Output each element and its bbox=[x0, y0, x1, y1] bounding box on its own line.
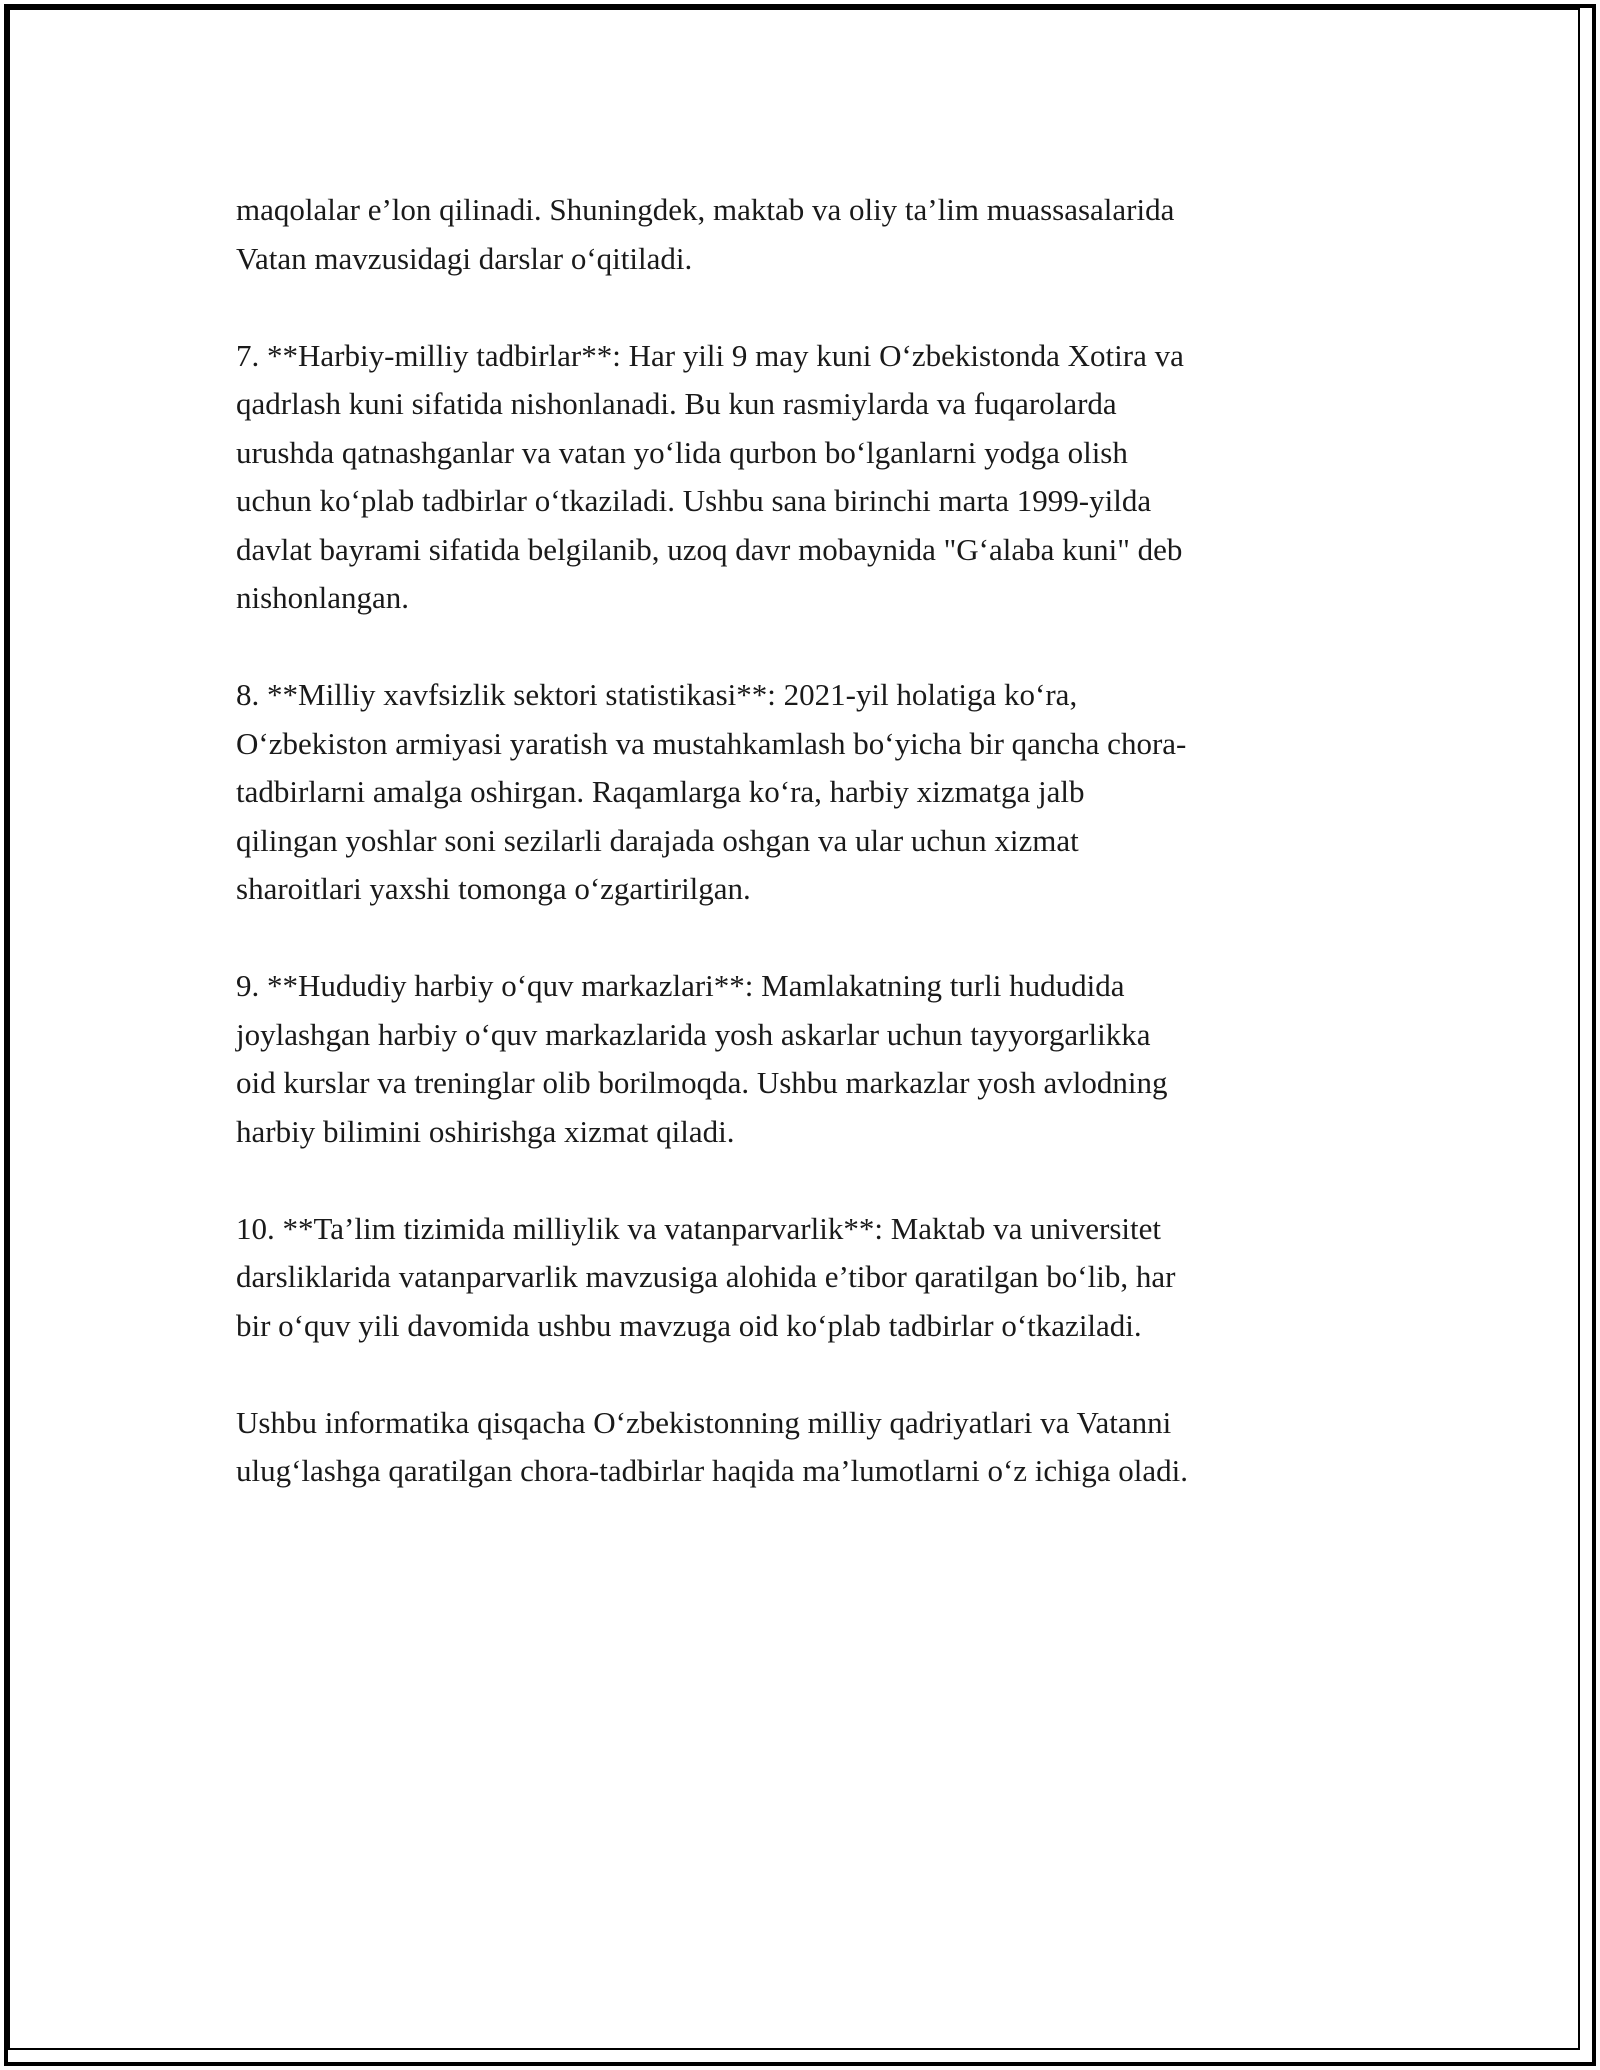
document-body bbox=[236, 186, 1386, 1544]
paragraph-item-7: 7. **Harbiy-milliy tadbirlar**: Har yili 9 may kuni O‘zbekistonda Xotira va qadrlash kuni sifatida nishonlanadi. Bu kun rasmiylarda va fuqarolarda urushda qatnashganlar va vatan yo‘lida qurbon bo‘lganlarni yodga olish uchun ko‘plab tadbirlar o‘tkaziladi. Ushbu sana birinchi marta 1999-yilda davlat bayrami sifatida belgilanib, uzoq davr mobaynida "G‘alaba kuni" deb nishonlangan. bbox=[236, 337, 1184, 615]
paragraph-item-9: 9. **Hududiy harbiy o‘quv markazlari**: Mamlakatning turli hududida joylashgan harbiy o‘quv markazlarida yosh askarlar uchun tayyorgarlikka oid kurslar va treninglar olib borilmoqda. Ushbu markazlar yosh avlodning harbiy bilimini oshirishga xizmat qiladi. bbox=[236, 968, 1168, 1149]
paragraph-intro-continuation: maqolalar e’lon qilinadi. Shuningdek, maktab va oliy ta’lim muassasalarida Vatan mavzusidagi darslar o‘qitiladi. bbox=[236, 192, 1175, 276]
paragraph-item-8: 8. **Milliy xavfsizlik sektori statistikasi**: 2021-yil holatiga ko‘ra, O‘zbekiston armiyasi yaratish va mustahkamlash bo‘yicha bir qancha chora- tadbirlarni amalga oshirgan. Raqamlarga ko‘ra, harbiy xizmatga jalb qilingan yoshlar soni sezilarli darajada oshgan va ular uchun xizmat sharoitlari yaxshi tomonga o‘zgartirilgan. bbox=[236, 677, 1187, 906]
paragraph-conclusion: Ushbu informatika qisqacha O‘zbekistonning milliy qadriyatlari va Vatanni ulug‘lashga qaratilgan chora-tadbirlar haqida ma’lumotlarni o‘z ichiga oladi. bbox=[236, 1404, 1189, 1488]
paragraph-item-10: 10. **Ta’lim tizimida milliylik va vatanparvarlik**: Maktab va universitet darsliklarida vatanparvarlik mavzusiga alohida e’tibor qaratilgan bo‘lib, har bir o‘quv yili davomida ushbu mavzuga oid ko‘plab tadbirlar o‘tkaziladi. bbox=[236, 1210, 1176, 1343]
